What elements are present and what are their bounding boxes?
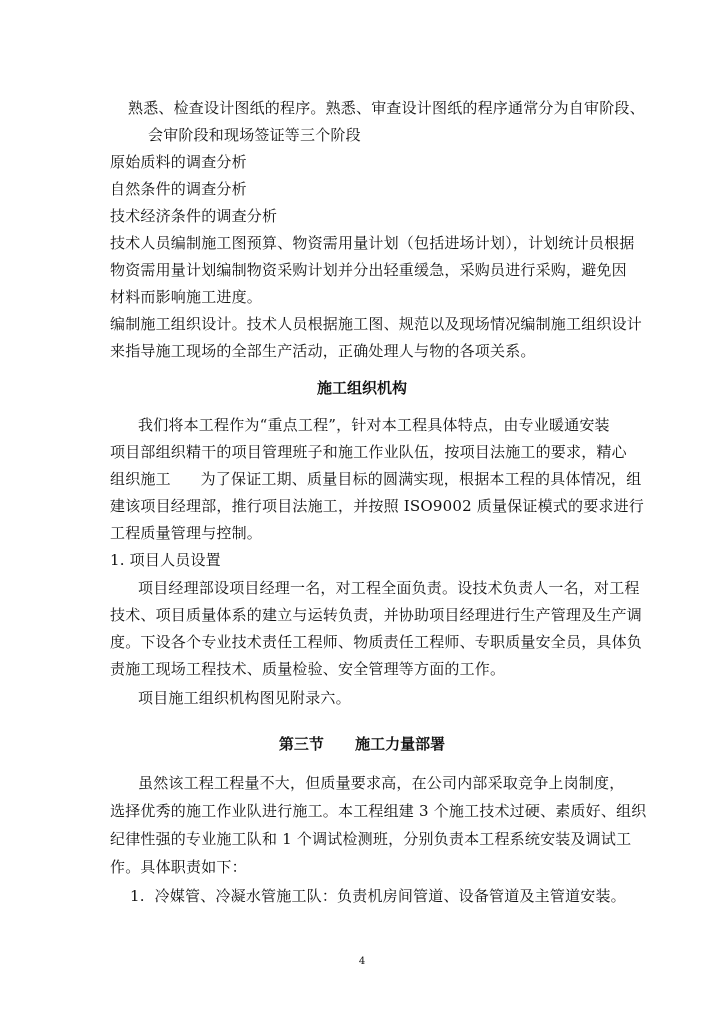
paragraph-line: 虽然该工程工程量不大，但质量要求高，在公司内部采取竞争上岗制度， xyxy=(138,774,625,792)
paragraph-line: 作。具体职责如下： xyxy=(110,858,247,876)
paragraph-line: 熟悉、检查设计图纸的程序。熟悉、审查设计图纸的程序通常分为自审阶段、 xyxy=(128,99,645,117)
paragraph-line: 编制施工组织设计。技术人员根据施工图、规范以及现场情况编制施工组织设计 xyxy=(110,315,643,333)
paragraph-line: 原始质料的调查分析 xyxy=(110,153,247,171)
paragraph-line: 物资需用量计划编制物资采购计划并分出轻重缓急，采购员进行采购，避免因 xyxy=(110,261,627,279)
page-number: 4 xyxy=(358,956,366,967)
paragraph-line: 项目经理部设项目经理一名，对工程全面负责。设技术负责人一名，对工程 xyxy=(138,579,640,597)
paragraph-line: 技术、项目质量体系的建立与运转负责，并协助项目经理进行生产管理及生产调 xyxy=(110,606,643,624)
section-heading: 施工组织机构 xyxy=(316,379,407,397)
paragraph-line: 纪律性强的专业施工队和 1 个调试检测班，分别负责本工程系统安装及调试工 xyxy=(110,830,632,848)
paragraph-line: 我们将本工程作为“重点工程”，针对本工程具体特点，由专业暖通安装 xyxy=(138,416,610,434)
paragraph-line: 材料而影响施工进度。 xyxy=(110,288,263,306)
subsection-title: 1. 项目人员设置 xyxy=(110,551,221,569)
paragraph-line: 组织施工 为了保证工期、质量目标的圆满实现，根据本工程的具体情况，组 xyxy=(110,470,642,488)
paragraph-line: 项目施工组织机构图见附录六。 xyxy=(138,689,351,707)
paragraph-line: 选择优秀的施工作业队进行施工。本工程组建 3 个施工技术过硬、素质好、组织 xyxy=(110,802,647,820)
paragraph-line: 技术经济条件的调查分析 xyxy=(110,207,278,225)
paragraph-line: 技术人员编制施工图预算、物资需用量计划（包括进场计划），计划统计员根据 xyxy=(110,234,635,252)
paragraph-line: 会审阶段和现场签证等三个阶段 xyxy=(148,126,361,144)
paragraph-line: 建该项目经理部，推行项目法施工，并按照 ISO9002 质量保证模式的要求进行 xyxy=(110,497,645,515)
paragraph-line: 责施工现场工程技术、质量检验、安全管理等方面的工作。 xyxy=(110,660,506,678)
paragraph-line: 项目部组织精干的项目管理班子和施工作业队伍，按项目法施工的要求，精心 xyxy=(110,443,627,461)
paragraph-line: 自然条件的调查分析 xyxy=(110,180,247,198)
paragraph-line: 度。下设各个专业技术责任工程师、物质责任工程师、专职质量安全员，具体负 xyxy=(110,633,643,651)
list-item: 1. 冷媒管、冷凝水管施工队：负责机房间管道、设备管道及主管道安装。 xyxy=(130,887,626,905)
paragraph-line: 来指导施工现场的全部生产活动，正确处理人与物的各项关系。 xyxy=(110,342,536,360)
paragraph-line: 工程质量管理与控制。 xyxy=(110,524,263,542)
section-heading: 第三节 施工力量部署 xyxy=(278,735,446,753)
